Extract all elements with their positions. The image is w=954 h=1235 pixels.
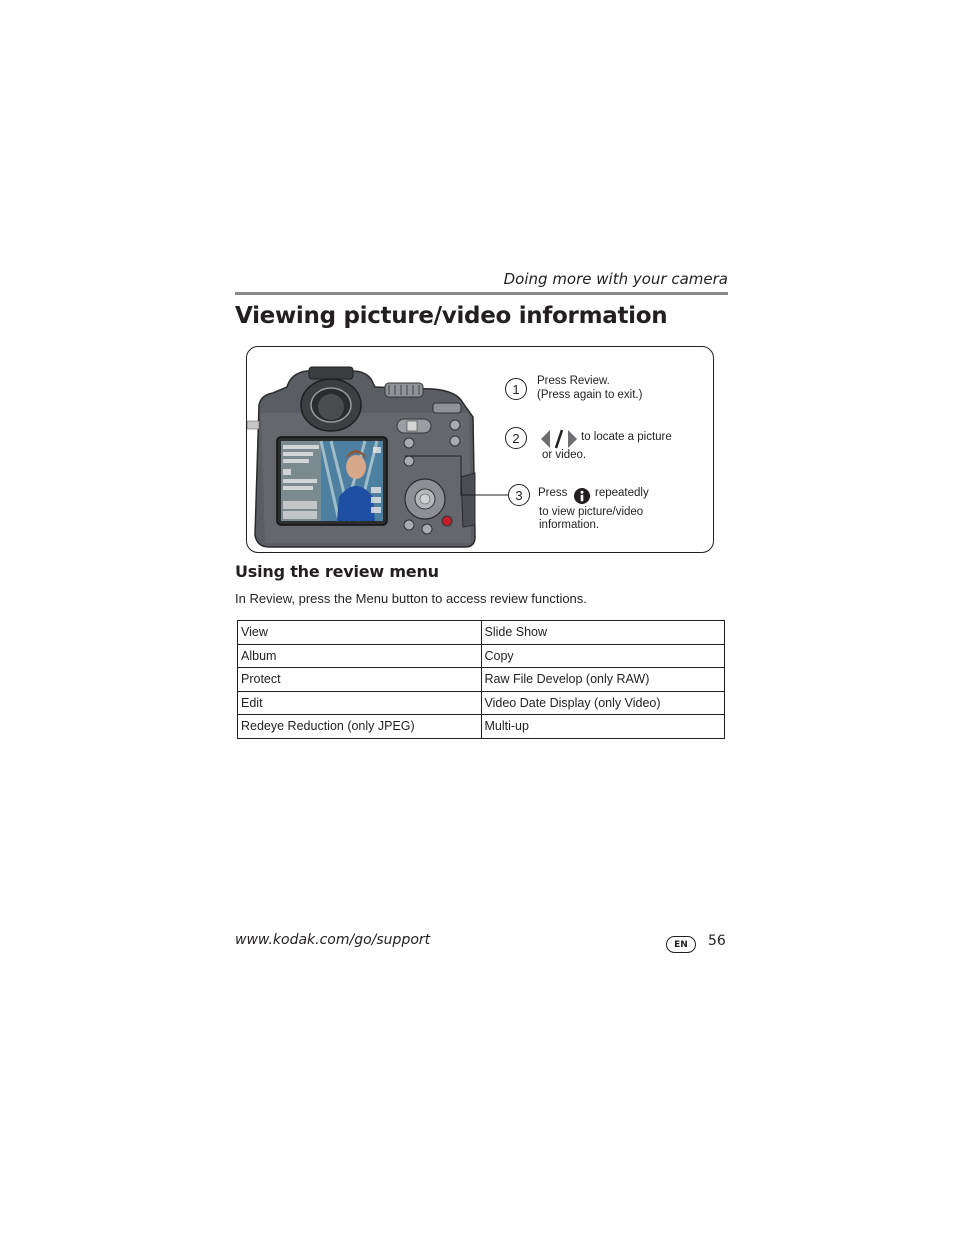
header-rule	[235, 292, 728, 295]
running-head: Doing more with your camera	[503, 270, 728, 288]
table-row	[238, 715, 725, 739]
table-cell: Redeye Reduction (only JPEG)	[238, 715, 482, 739]
table-cell: View	[238, 621, 482, 645]
info-icon	[574, 488, 590, 504]
step-2-number: 2	[505, 427, 527, 449]
review-menu-table	[237, 620, 725, 739]
step-2-text-b: or video.	[542, 449, 587, 461]
table-cell: Edit	[238, 691, 482, 715]
language-badge: EN	[666, 936, 696, 953]
step-1-number: 1	[505, 378, 527, 400]
footer-url[interactable]: www.kodak.com/go/support	[235, 932, 431, 948]
table-cell: Copy	[481, 644, 725, 668]
page-number: 56	[708, 933, 726, 949]
step-2-text-a: to locate a picture	[581, 431, 672, 443]
table-cell: Protect	[238, 668, 482, 692]
table-cell: Album	[238, 644, 482, 668]
page-title: Viewing picture/video information	[235, 303, 668, 329]
step-3-text-a: Press	[538, 487, 568, 499]
step-3-text-c: to view picture/video	[539, 506, 644, 518]
step-1-text: Press Review. (Press again to exit.)	[537, 375, 643, 401]
section-title: Using the review menu	[235, 562, 439, 581]
table-row	[238, 668, 725, 692]
step-3-number: 3	[508, 484, 530, 506]
intro-text: In Review, press the Menu button to access review functions.	[235, 591, 587, 606]
table-cell: Multi-up	[481, 715, 725, 739]
step-3-text-d: information.	[539, 519, 600, 531]
left-right-arrow-icon	[541, 429, 577, 449]
camera-figure	[246, 346, 714, 553]
table-cell: Raw File Develop (only RAW)	[481, 668, 725, 692]
table-cell: Slide Show	[481, 621, 725, 645]
table-row	[238, 621, 725, 645]
table-cell: Video Date Display (only Video)	[481, 691, 725, 715]
camera-illustration	[247, 347, 715, 554]
table-row	[238, 644, 725, 668]
table-row	[238, 691, 725, 715]
step-3-text-b: repeatedly	[595, 487, 649, 499]
